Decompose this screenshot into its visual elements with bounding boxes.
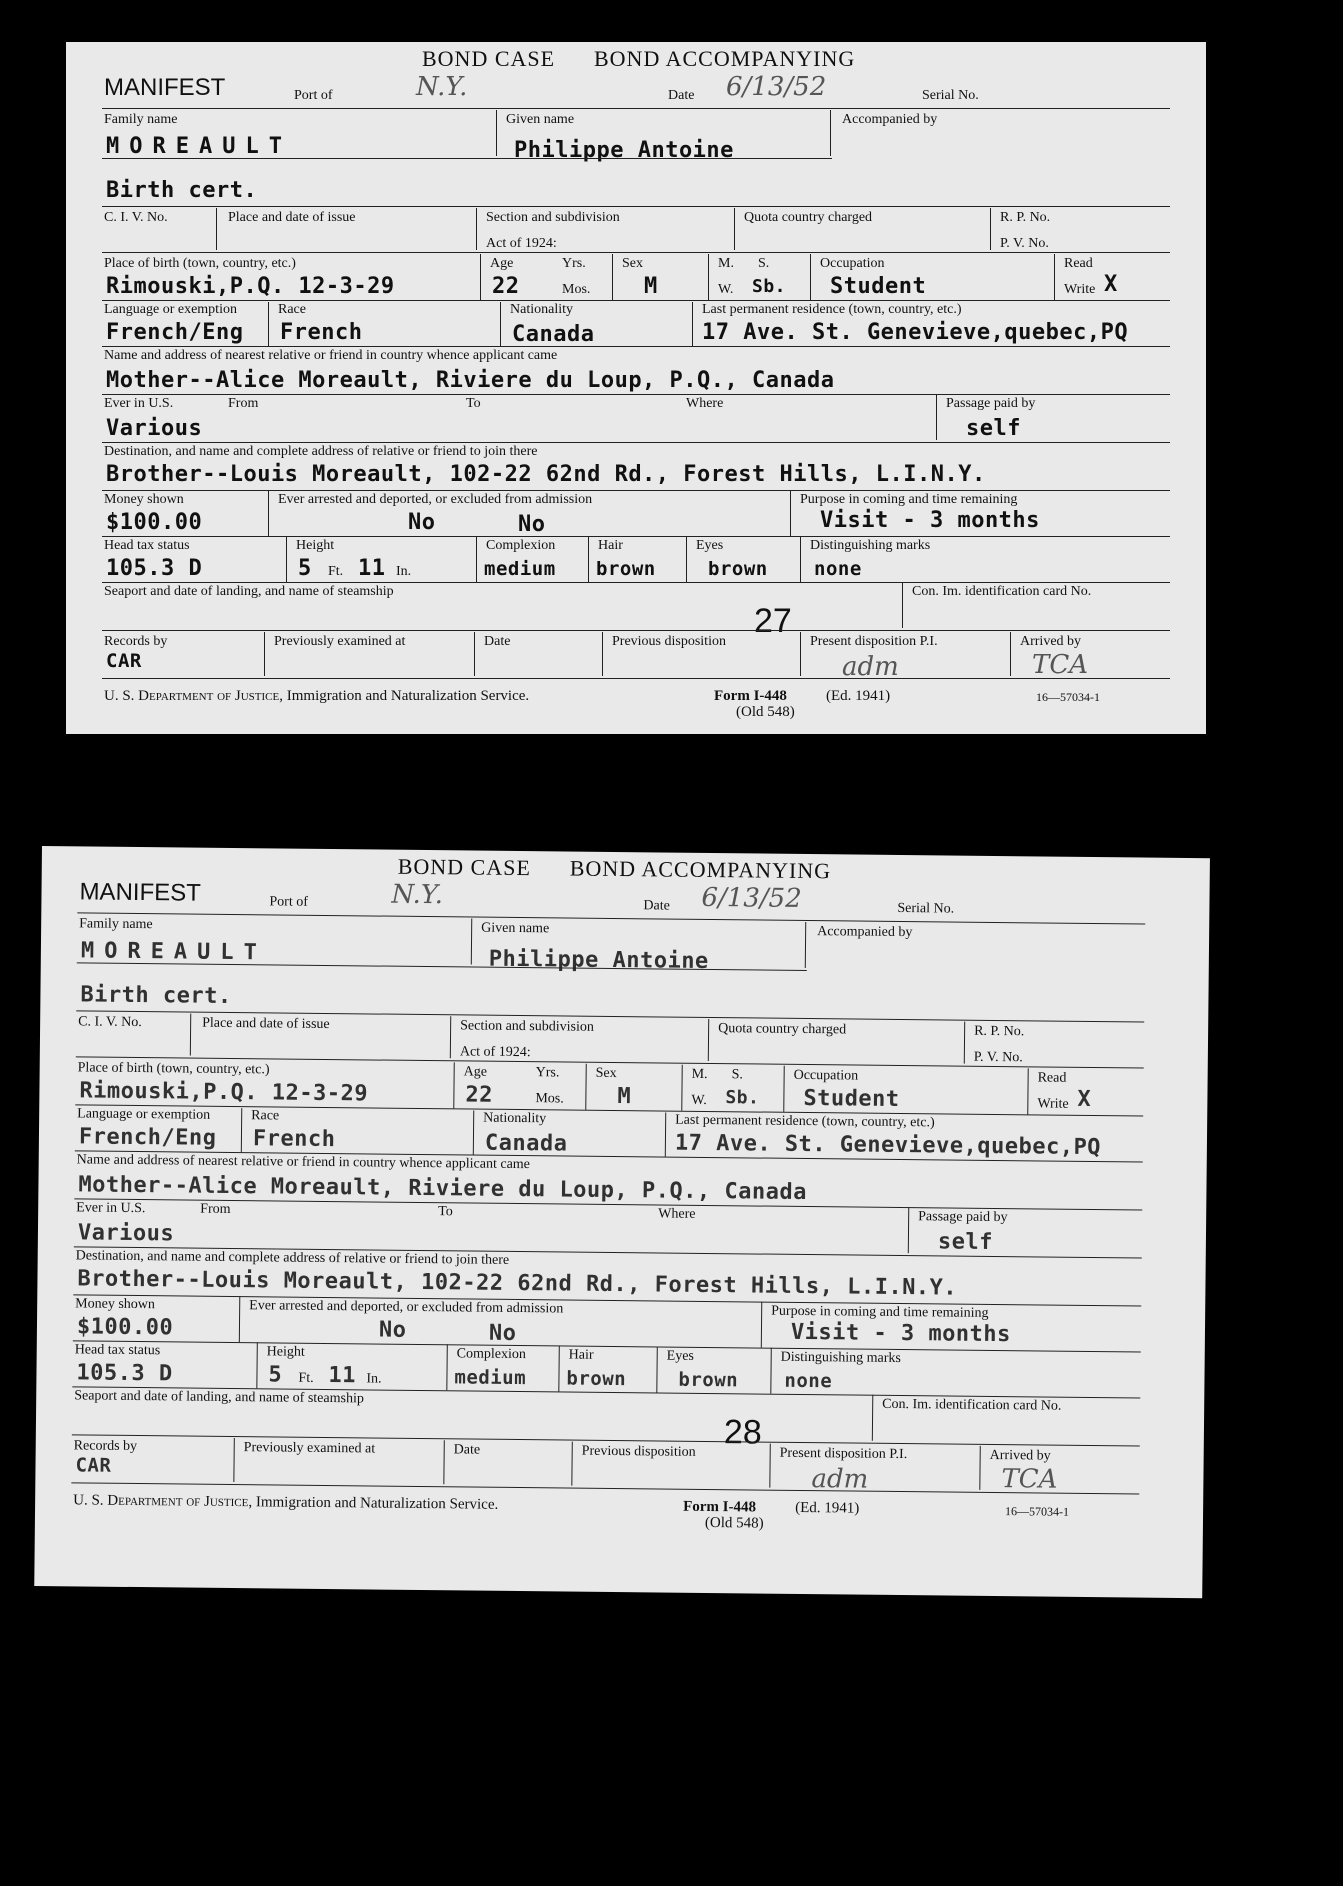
date-value: 6/13/52 (701, 882, 802, 914)
column-divider (908, 1207, 909, 1253)
column-divider (496, 110, 497, 156)
marks-value: none (784, 1369, 833, 1393)
passage-paid-label: Passage paid by (918, 1209, 1008, 1226)
footer-form: Form I-448 (683, 1498, 757, 1516)
rule-line (102, 442, 1170, 443)
present-disposition-value: adm (811, 1464, 869, 1495)
date2-label: Date (484, 634, 511, 649)
nationality-label: Nationality (510, 302, 573, 317)
column-divider (480, 254, 481, 300)
destination-value: Brother--Louis Moreault, 102-22 62nd Rd., Forest Hills, L.I.N.Y. (77, 1266, 958, 1301)
section-subdivision-label: Section and subdivision (486, 210, 620, 225)
height-in-value: 11 (328, 1363, 357, 1389)
place-of-birth-value: Rimouski,P.Q. 12-3-29 (106, 274, 395, 299)
height-in-value: 11 (358, 556, 386, 581)
bond-accompanying-header: BOND ACCOMPANYING (594, 46, 856, 71)
money-shown-label: Money shown (75, 1296, 156, 1313)
where-label: Where (686, 396, 724, 411)
column-divider (708, 254, 709, 300)
head-tax-label: Head tax status (74, 1342, 161, 1359)
column-divider (990, 208, 991, 250)
language-value: French/Eng (106, 320, 244, 345)
write-mark: X (1104, 272, 1118, 297)
purpose-value: Visit - 3 months (790, 1319, 1011, 1348)
card-number: 28 (723, 1413, 762, 1452)
nationality-value: Canada (512, 322, 595, 347)
column-divider (500, 302, 501, 346)
column-divider (558, 1345, 559, 1391)
act-1924-label: Act of 1924: (459, 1044, 531, 1061)
place-of-birth-label: Place of birth (town, country, etc.) (77, 1060, 270, 1078)
accompanied-by-label: Accompanied by (817, 924, 913, 941)
arrived-by-label: Arrived by (989, 1447, 1051, 1464)
last-residence-value: 17 Ave. St. Genevieve,quebec,PQ (702, 320, 1129, 345)
purpose-label: Purpose in coming and time remaining (771, 1303, 989, 1321)
column-divider (446, 1344, 447, 1390)
destination-label: Destination, and name and complete address of relative or friend to join there (75, 1248, 510, 1268)
rule-line (102, 630, 1170, 631)
serial-no-label: Serial No. (897, 900, 955, 917)
mos-label: Mos. (562, 282, 591, 297)
column-divider (443, 1440, 444, 1484)
purpose-label: Purpose in coming and time remaining (800, 492, 1018, 507)
height-label: Height (296, 538, 335, 553)
column-divider (790, 490, 791, 536)
column-divider (571, 1442, 572, 1486)
column-divider (453, 1062, 454, 1108)
yrs-label: Yrs. (535, 1065, 560, 1081)
given-name-value: Philippe Antoine (514, 138, 734, 163)
quota-country-label: Quota country charged (744, 210, 873, 225)
quota-country-label: Quota country charged (718, 1021, 847, 1038)
column-divider (872, 1395, 873, 1441)
column-divider (979, 1446, 980, 1490)
rp-no-label: R. P. No. (974, 1023, 1025, 1040)
family-name-value: MOREAULT (80, 938, 267, 966)
column-divider (692, 302, 693, 346)
purpose-value: Visit - 3 months (820, 508, 1040, 533)
column-divider (1054, 254, 1055, 300)
head-tax-value: 105.3 D (106, 556, 203, 581)
column-divider (656, 1346, 657, 1392)
column-divider (190, 1014, 191, 1056)
date-label: Date (668, 88, 695, 103)
nationality-value: Canada (484, 1130, 568, 1157)
ft-label: Ft. (328, 564, 344, 579)
column-divider (286, 536, 287, 582)
records-by-value: CAR (75, 1454, 112, 1477)
eyes-value: brown (678, 1368, 739, 1392)
rule-line (102, 252, 1170, 253)
passage-paid-label: Passage paid by (946, 396, 1036, 411)
con-im-label: Con. Im. identification card No. (882, 1396, 1062, 1414)
prev-disposition-label: Previous disposition (581, 1443, 696, 1460)
column-divider (902, 582, 903, 628)
excluded-value: No (518, 512, 546, 537)
present-disposition-value: adm (842, 652, 899, 682)
nationality-label: Nationality (483, 1110, 547, 1127)
column-divider (471, 918, 472, 964)
race-label: Race (251, 1108, 280, 1124)
destination-label: Destination, and name and complete address of relative or friend to join there (104, 444, 538, 459)
ever-in-us-label: Ever in U.S. (76, 1200, 146, 1217)
footer-edition: (Ed. 1941) (826, 688, 891, 704)
column-divider (473, 1111, 474, 1155)
arrived-by-value: TCA (1032, 650, 1089, 680)
s-label: S. (731, 1067, 744, 1083)
where-label: Where (658, 1206, 696, 1222)
money-value: $100.00 (106, 510, 203, 535)
footer-department: U. S. Department of Justice, Immigration and Naturalization Service. (73, 1492, 499, 1513)
complexion-value: medium (454, 1366, 527, 1390)
records-by-value: CAR (106, 650, 142, 672)
nearest-relative-label: Name and address of nearest relative or friend in country whence applicant came (104, 348, 558, 363)
passage-paid-value: self (966, 416, 1021, 441)
seaport-label: Seaport and date of landing, and name of steamship (104, 584, 394, 599)
rule-line (102, 108, 1170, 109)
column-divider (681, 1065, 682, 1111)
column-divider (761, 1302, 762, 1348)
rp-no-label: R. P. No. (1000, 210, 1051, 225)
place-of-birth-label: Place of birth (town, country, etc.) (104, 256, 296, 271)
write-label: Write (1037, 1096, 1069, 1112)
read-label: Read (1037, 1070, 1067, 1086)
footer-edition: (Ed. 1941) (795, 1499, 860, 1517)
age-label: Age (463, 1064, 488, 1080)
pv-no-label: P. V. No. (1000, 236, 1049, 251)
rule-line (75, 1104, 1143, 1116)
column-divider (585, 1064, 586, 1110)
eyes-label: Eyes (696, 538, 724, 553)
age-value: 22 (492, 274, 520, 299)
records-by-label: Records by (104, 634, 168, 649)
footer-code: 16—57034-1 (1005, 1504, 1070, 1519)
column-divider (800, 536, 801, 582)
last-residence-label: Last permanent residence (town, country, etc.) (675, 1112, 935, 1131)
complexion-label: Complexion (456, 1346, 527, 1363)
nearest-relative-label: Name and address of nearest relative or friend in country whence applicant came (76, 1152, 531, 1173)
given-name-label: Given name (481, 920, 550, 937)
place-of-birth-value: Rimouski,P.Q. 12-3-29 (79, 1078, 369, 1107)
column-divider (588, 536, 589, 582)
place-date-issue-label: Place and date of issue (202, 1015, 330, 1033)
hair-value: brown (566, 1367, 627, 1391)
column-divider (1010, 632, 1011, 676)
occupation-label: Occupation (793, 1067, 859, 1084)
height-ft-value: 5 (298, 556, 312, 581)
hair-value: brown (596, 558, 656, 580)
column-divider (476, 536, 477, 582)
column-divider (450, 1016, 451, 1058)
occupation-value: Student (830, 274, 927, 299)
column-divider (239, 1296, 240, 1342)
sex-value: M (644, 274, 658, 299)
eyes-label: Eyes (666, 1348, 694, 1364)
seaport-label: Seaport and date of landing, and name of steamship (74, 1388, 364, 1407)
accompanied-by-label: Accompanied by (842, 112, 938, 127)
destination-value: Brother--Louis Moreault, 102-22 62nd Rd., Forest Hills, L.I.N.Y. (106, 462, 986, 487)
to-label: To (438, 1204, 453, 1220)
passage-paid-value: self (937, 1229, 994, 1255)
from-label: From (200, 1201, 231, 1217)
nearest-relative-value: Mother--Alice Moreault, Riviere du Loup, P.Q., Canada (106, 368, 835, 393)
column-divider (268, 490, 269, 536)
race-value: French (252, 1126, 336, 1153)
write-label: Write (1064, 282, 1096, 297)
section-subdivision-label: Section and subdivision (460, 1018, 594, 1035)
column-divider (800, 632, 801, 676)
column-divider (770, 1348, 771, 1394)
column-divider (268, 302, 269, 346)
arrested-value: No (408, 510, 436, 535)
nearest-relative-value: Mother--Alice Moreault, Riviere du Loup, P.Q., Canada (78, 1172, 808, 1206)
marital-value: Sb. (725, 1087, 760, 1109)
ft-label: Ft. (298, 1370, 314, 1386)
bond-accompanying-header: BOND ACCOMPANYING (569, 855, 832, 884)
to-label: To (466, 396, 481, 411)
rule-line (102, 490, 1170, 491)
m-label: M. (718, 256, 734, 271)
column-divider (734, 208, 735, 250)
records-by-label: Records by (73, 1438, 138, 1455)
footer-form: Form I-448 (714, 688, 787, 704)
money-value: $100.00 (76, 1314, 174, 1341)
marital-value: Sb. (752, 276, 787, 297)
occupation-label: Occupation (820, 256, 885, 271)
prev-examined-label: Previously examined at (243, 1440, 376, 1457)
last-residence-label: Last permanent residence (town, country, etc.) (702, 302, 962, 317)
sex-label: Sex (595, 1065, 617, 1082)
yrs-label: Yrs. (562, 256, 586, 271)
column-divider (241, 1108, 242, 1152)
in-label: In. (366, 1371, 382, 1387)
date-value: 6/13/52 (726, 72, 827, 102)
column-divider (769, 1444, 770, 1488)
serial-no-label: Serial No. (922, 88, 979, 103)
height-label: Height (266, 1344, 305, 1360)
sex-label: Sex (622, 256, 643, 271)
civ-no-label: C. I. V. No. (78, 1014, 142, 1031)
date2-label: Date (453, 1442, 481, 1458)
given-name-label: Given name (506, 112, 575, 127)
family-name-label: Family name (104, 112, 178, 127)
rule-line (102, 158, 832, 159)
marks-value: none (814, 558, 862, 580)
civ-value: Birth cert. (80, 982, 232, 1009)
column-divider (708, 1019, 709, 1061)
head-tax-label: Head tax status (104, 538, 190, 553)
language-label: Language or exemption (104, 302, 237, 317)
column-divider (830, 110, 831, 156)
column-divider (810, 254, 811, 300)
age-value: 22 (465, 1082, 494, 1108)
column-divider (474, 632, 475, 676)
m-label: M. (691, 1066, 708, 1082)
ever-in-us-value: Various (106, 416, 203, 441)
pv-no-label: P. V. No. (973, 1049, 1023, 1066)
column-divider (233, 1438, 234, 1482)
column-divider (612, 254, 613, 300)
arrived-by-label: Arrived by (1020, 634, 1082, 649)
footer-department: U. S. Department of Justice, Immigration and Naturalization Service. (104, 688, 530, 704)
port-of-label: Port of (269, 894, 309, 910)
manifest-label: MANIFEST (104, 74, 226, 101)
height-ft-value: 5 (268, 1362, 283, 1388)
occupation-value: Student (803, 1085, 900, 1112)
present-disposition-label: Present disposition P.I. (779, 1445, 908, 1463)
column-divider (964, 1022, 965, 1064)
given-name-value: Philippe Antoine (488, 946, 709, 974)
rule-line (102, 346, 1170, 347)
write-mark: X (1077, 1086, 1092, 1112)
ever-arrested-label: Ever arrested and deported, or excluded from admission (249, 1298, 564, 1317)
complexion-value: medium (484, 558, 556, 580)
ever-arrested-label: Ever arrested and deported, or excluded from admission (278, 492, 593, 507)
hair-label: Hair (568, 1347, 594, 1363)
place-date-issue-label: Place and date of issue (228, 210, 356, 225)
language-value: French/Eng (78, 1124, 217, 1151)
in-label: In. (396, 564, 412, 579)
prev-examined-label: Previously examined at (274, 634, 406, 649)
column-divider (264, 632, 265, 676)
column-divider (1027, 1068, 1028, 1114)
rule-line (102, 394, 1170, 395)
column-divider (936, 394, 937, 440)
port-value: N.Y. (391, 879, 444, 911)
bond-case-header: BOND CASE (397, 853, 532, 881)
language-label: Language or exemption (77, 1106, 211, 1123)
race-value: French (280, 320, 363, 345)
family-name-label: Family name (79, 916, 153, 933)
civ-no-label: C. I. V. No. (104, 210, 168, 225)
family-name-value: MOREAULT (106, 134, 292, 159)
ever-in-us-label: Ever in U.S. (104, 396, 174, 411)
act-1924-label: Act of 1924: (486, 236, 557, 251)
manifest-label: MANIFEST (79, 878, 201, 907)
date-label: Date (643, 898, 670, 914)
read-label: Read (1064, 256, 1093, 271)
excluded-value: No (488, 1320, 517, 1346)
rule-line (102, 678, 1170, 679)
age-label: Age (490, 256, 514, 271)
port-value: N.Y. (416, 72, 468, 102)
prev-disposition-label: Previous disposition (612, 634, 726, 649)
from-label: From (228, 396, 259, 411)
manifest-card-1 (66, 42, 1206, 734)
footer-code: 16—57034-1 (1036, 690, 1100, 704)
column-divider (686, 536, 687, 582)
manifest-card-2 (34, 846, 1210, 1598)
arrested-value: No (378, 1317, 407, 1343)
column-divider (783, 1066, 784, 1112)
column-divider (256, 1342, 257, 1388)
ever-in-us-value: Various (77, 1220, 175, 1247)
rule-line (102, 582, 1170, 583)
rule-line (77, 912, 1145, 924)
w-label: W. (691, 1092, 707, 1108)
head-tax-value: 105.3 D (76, 1360, 173, 1387)
w-label: W. (718, 282, 734, 297)
s-label: S. (758, 256, 770, 271)
mos-label: Mos. (535, 1091, 564, 1107)
race-label: Race (278, 302, 306, 317)
column-divider (805, 922, 806, 968)
last-residence-value: 17 Ave. St. Genevieve,quebec,PQ (674, 1130, 1102, 1161)
footer-old-form: (Old 548) (704, 1514, 764, 1532)
bond-case-header: BOND CASE (422, 46, 556, 71)
port-of-label: Port of (294, 88, 333, 103)
rule-line (102, 300, 1170, 301)
con-im-label: Con. Im. identification card No. (912, 584, 1092, 599)
column-divider (602, 632, 603, 676)
column-divider (476, 208, 477, 250)
distinguishing-marks-label: Distinguishing marks (810, 538, 931, 553)
column-divider (216, 208, 217, 250)
column-divider (665, 1113, 666, 1157)
arrived-by-value: TCA (1001, 1464, 1058, 1495)
rule-line (102, 206, 1170, 207)
distinguishing-marks-label: Distinguishing marks (780, 1349, 901, 1367)
complexion-label: Complexion (486, 538, 556, 553)
footer-old-form: (Old 548) (736, 704, 795, 720)
eyes-value: brown (708, 558, 768, 580)
card-number: 27 (754, 602, 792, 640)
hair-label: Hair (598, 538, 623, 553)
present-disposition-label: Present disposition P.I. (810, 634, 938, 649)
sex-value: M (617, 1084, 632, 1110)
civ-value: Birth cert. (106, 178, 258, 203)
money-shown-label: Money shown (104, 492, 184, 507)
rule-line (102, 536, 1170, 537)
